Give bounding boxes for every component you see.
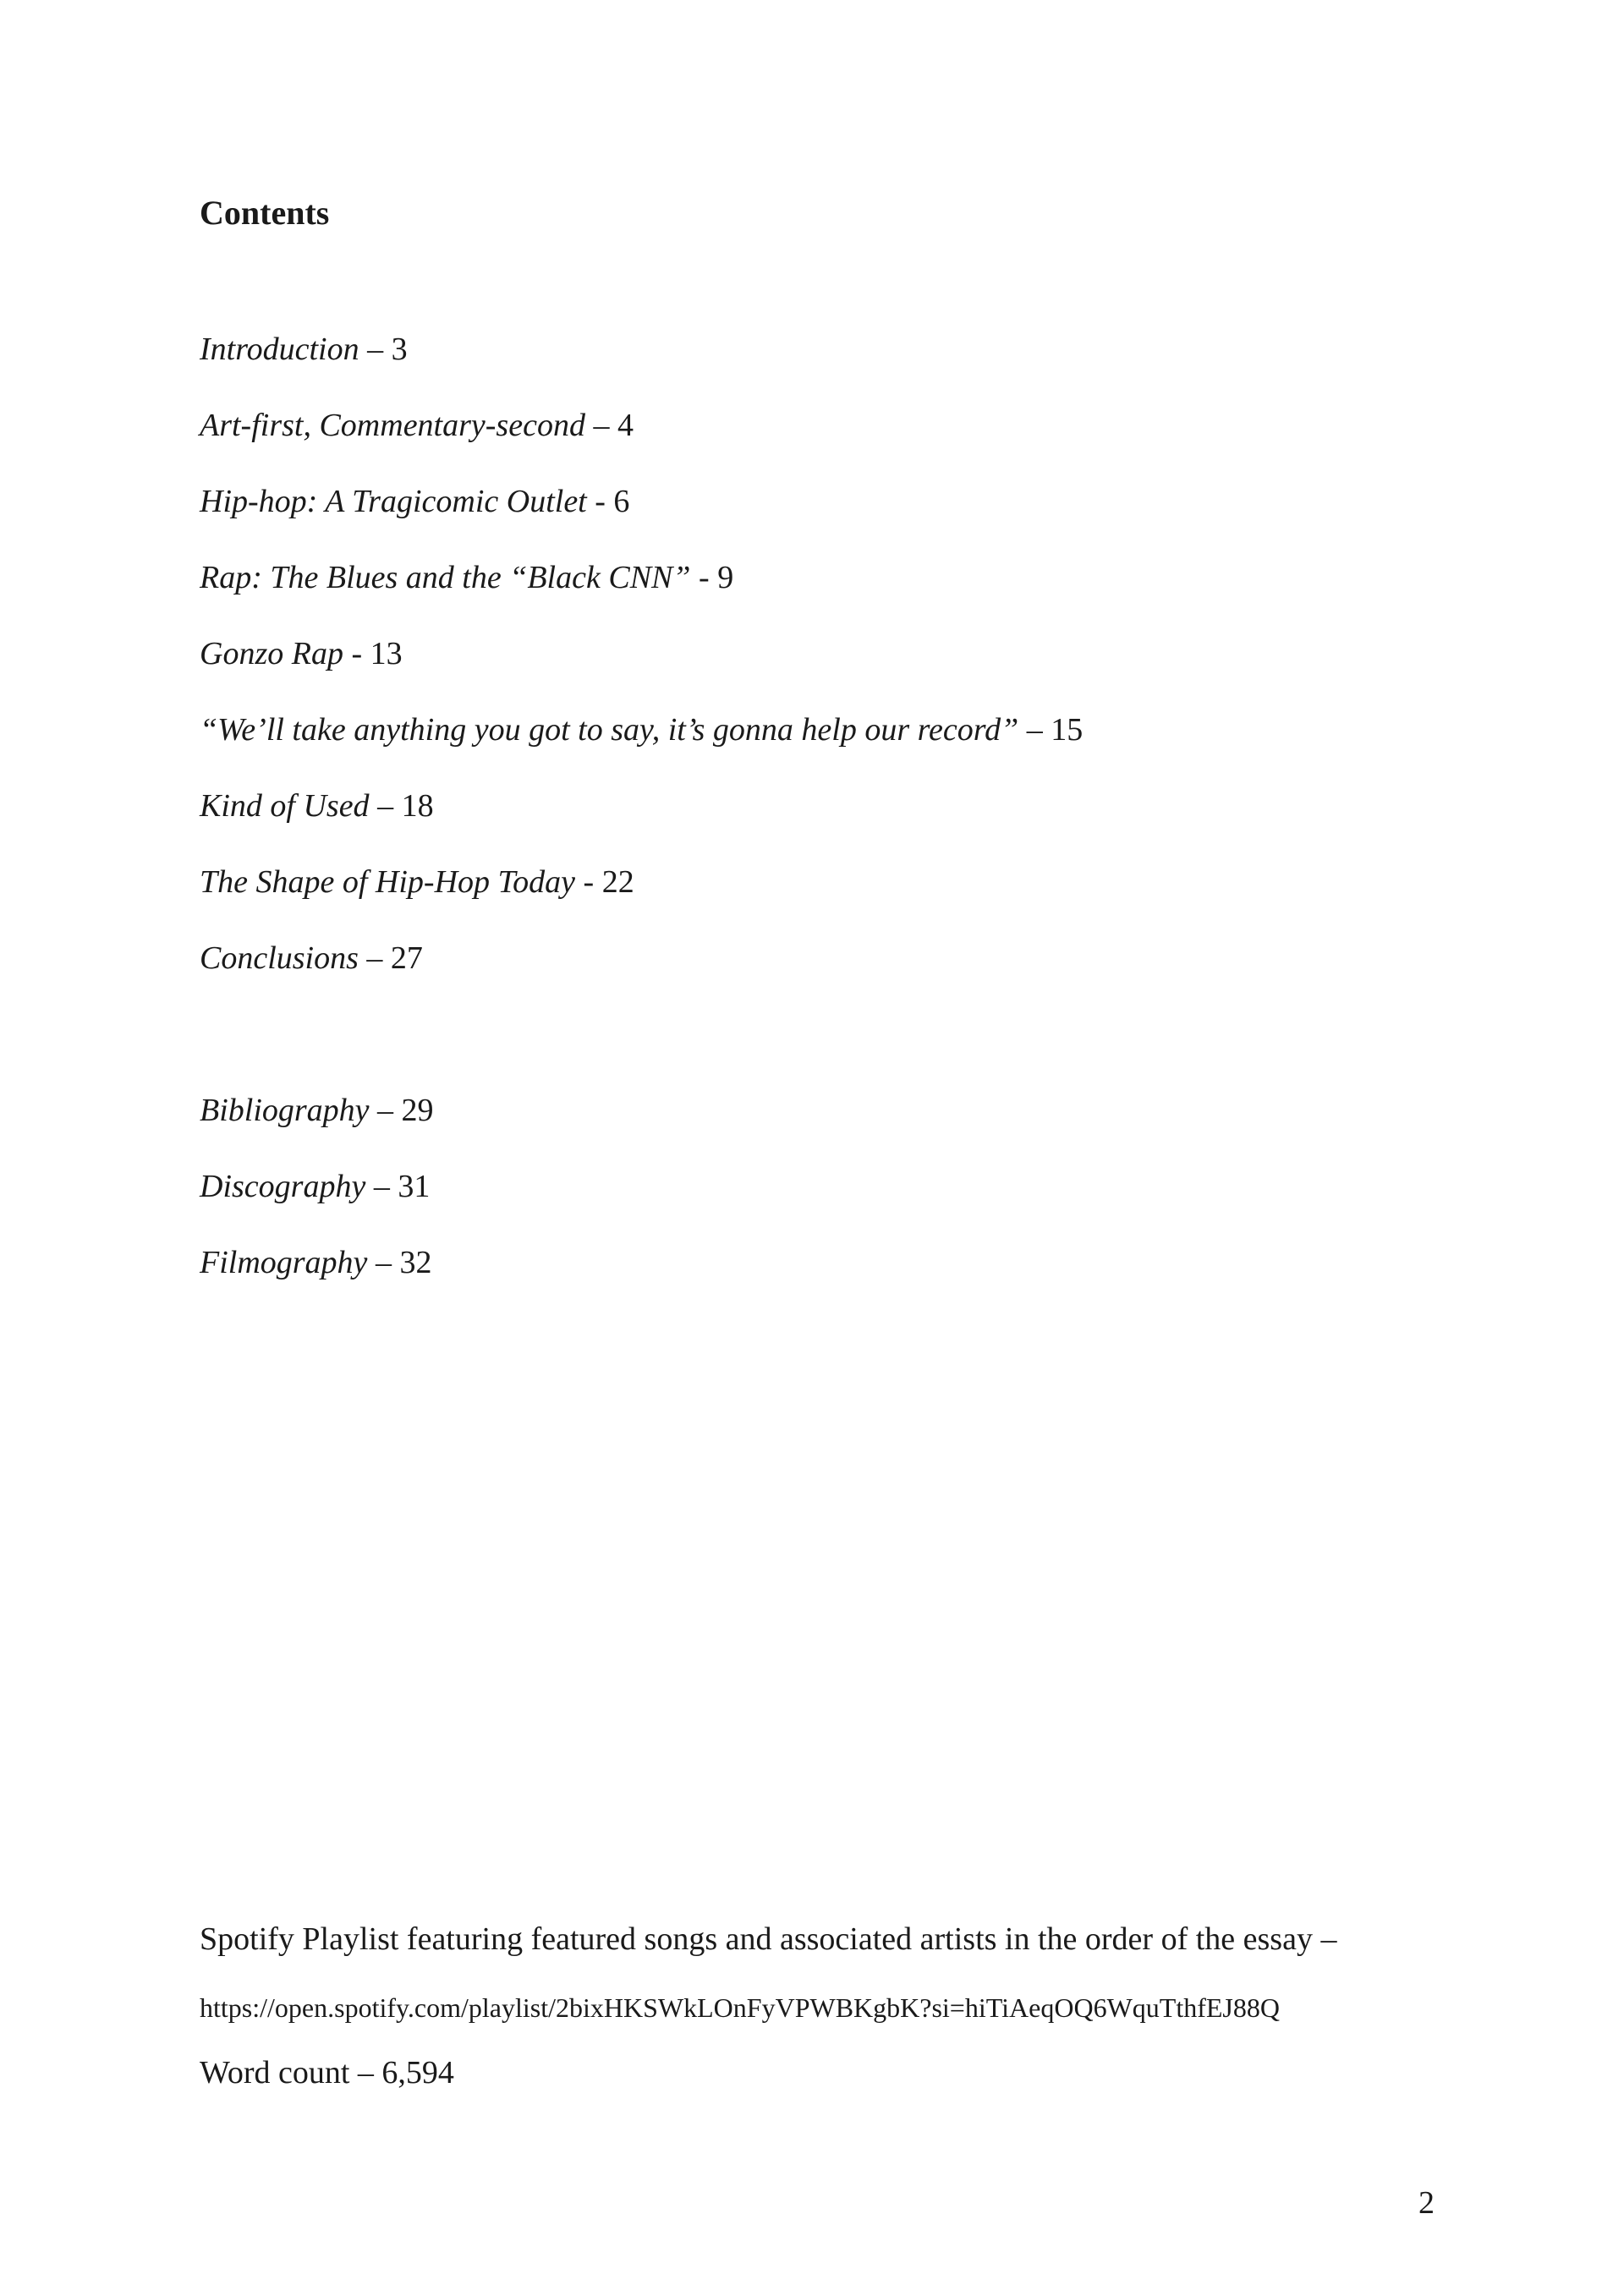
toc-title: Hip-hop: A Tragicomic Outlet (200, 484, 587, 519)
playlist-and-wordcount (200, 1918, 1336, 2094)
toc-entry-filmography (200, 1241, 1083, 1318)
toc-title: Discography (200, 1169, 366, 1204)
toc-separator: – (369, 788, 402, 824)
toc-page-number: 27 (390, 940, 423, 976)
toc-page-number: 3 (391, 332, 408, 367)
toc-title: Conclusions (200, 940, 359, 976)
toc-title: Kind of Used (200, 788, 370, 824)
toc-page-number: 31 (398, 1169, 431, 1204)
toc-title: “We’ll take anything you got to say, it’s gonna help our record” (200, 712, 1019, 748)
playlist-description: Spotify Playlist featuring featured songs and associated artists in the order of the essay – (200, 1921, 1337, 1957)
toc-separator: - (575, 864, 602, 900)
toc-title: Bibliography (200, 1093, 370, 1128)
toc-page-number: 32 (399, 1245, 432, 1280)
playlist-link[interactable]: https://open.spotify.com/playlist/2bixHKSWkLOnFyVPWBKgbK?si=hiTiAeqOQ6WquTthfEJ88Q (200, 1992, 1280, 2023)
word-count: Word count – 6,594 (200, 2055, 454, 2091)
toc-title: Gonzo Rap (200, 636, 343, 671)
toc-entry-introduction (200, 328, 1083, 404)
toc-separator: – (1018, 712, 1051, 748)
toc-title: The Shape of Hip-Hop Today (200, 864, 576, 900)
toc-entry-bibliography (200, 1089, 1083, 1165)
toc-separator: – (365, 1169, 398, 1204)
toc-page-number: 13 (370, 636, 403, 671)
toc-title: Introduction (200, 332, 359, 367)
toc-page-number: 6 (613, 484, 630, 519)
toc-page-number: 9 (717, 560, 734, 595)
page-number: 2 (1418, 2185, 1435, 2221)
toc-entry-conclusions (200, 937, 1083, 1089)
toc-entry-black-cnn (200, 556, 1083, 633)
toc-title: Art-first, Commentary-second (200, 408, 585, 443)
toc-entry-tragicomic-outlet (200, 480, 1083, 556)
toc-page-number: 22 (601, 864, 634, 900)
toc-entry-art-first (200, 404, 1083, 480)
toc-separator: - (690, 560, 718, 595)
toc-entry-help-our-record (200, 709, 1083, 785)
table-of-contents (200, 328, 1083, 1318)
toc-separator: – (369, 1093, 402, 1128)
toc-entry-kind-of-used (200, 785, 1083, 861)
toc-separator: – (359, 332, 392, 367)
toc-entry-discography (200, 1165, 1083, 1241)
toc-separator: - (586, 484, 614, 519)
toc-page-number: 15 (1051, 712, 1084, 748)
contents-heading: Contents (200, 194, 330, 232)
toc-page-number: 18 (401, 788, 434, 824)
toc-title: Rap: The Blues and the “Black CNN” (200, 560, 691, 595)
toc-page-number: 29 (401, 1093, 434, 1128)
toc-title: Filmography (200, 1245, 368, 1280)
toc-entry-shape-of-hip-hop (200, 861, 1083, 937)
toc-entry-gonzo-rap (200, 633, 1083, 709)
toc-separator: – (367, 1245, 400, 1280)
toc-separator: – (584, 408, 617, 443)
toc-page-number: 4 (617, 408, 634, 443)
toc-separator: – (358, 940, 391, 976)
toc-separator: - (343, 636, 370, 671)
